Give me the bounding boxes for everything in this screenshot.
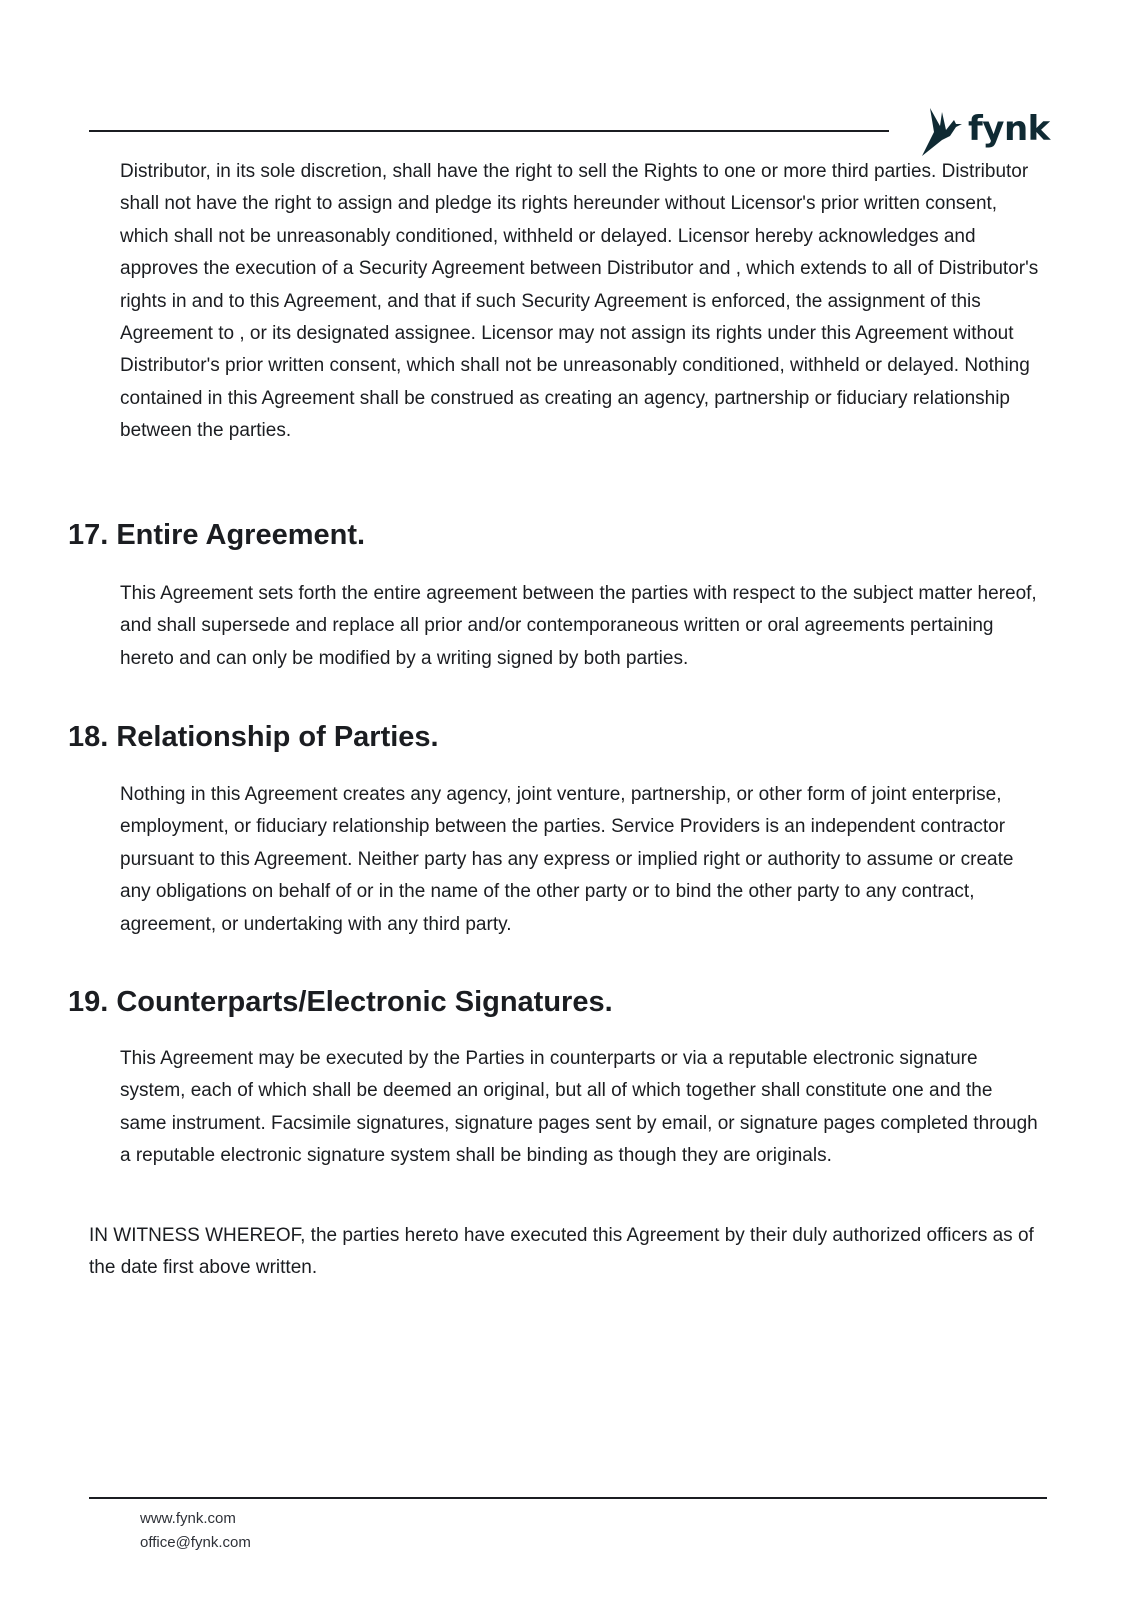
section-body-18: Nothing in this Agreement creates any agency, joint venture, partnership, or other form of joint enterprise, employment, or fiduciary relationship between the parties. Service Providers is an independent contractor pursuant to this Agreement. Neither party has any express or implied right or authority to assume or create any obligations on behalf of or in the name of the other party or to bind the other party to any contract, agreement, or undertaking with any third party.: [120, 784, 1014, 935]
section-number: 19.: [68, 986, 109, 1018]
bird-icon: [920, 106, 964, 160]
header-divider: [89, 130, 889, 132]
section-title: Entire Agreement.: [116, 519, 366, 551]
section-title: Relationship of Parties.: [116, 721, 439, 753]
section-heading-17: [68, 517, 365, 553]
footer-divider: [89, 1497, 1047, 1499]
section-number: 18.: [68, 721, 109, 753]
section-heading-18: [68, 719, 439, 755]
section-body-17: This Agreement sets forth the entire agreement between the parties with respect to the subject matter hereof, and shall supersede and replace all prior and/or contemporaneous written or oral agreements pertaining hereto and can only be modified by a writing signed by both parties.: [120, 583, 1037, 669]
section-title: Counterparts/Electronic Signatures.: [116, 986, 613, 1018]
witness-clause: IN WITNESS WHEREOF, the parties hereto have executed this Agreement by their duly authorized officers as of the date first above written.: [89, 1225, 1034, 1279]
footer-contact: [140, 1507, 251, 1555]
brand-name: fynk: [968, 109, 1050, 149]
continuation-paragraph: Distributor, in its sole discretion, shall have the right to sell the Rights to one or more third parties. Distributor shall not have the right to assign and pledge its rights hereunder without Licensor's prior written consent, which shall not be unreasonably conditioned, withheld or delayed. Licensor hereby acknowledges and approves the execution of a Security Agreement between Distributor and , which extends to all of Distributor's rights in and to this Agreement, and that if such Security Agreement is enforced, the assignment of this Agreement to , or its designated assignee. Licensor may not assign its rights under this Agreement without Distributor's prior written consent, which shall not be unreasonably conditioned, withheld or delayed. Nothing contained in this Agreement shall be construed as creating an agency, partnership or fiduciary relationship between the parties.: [120, 161, 1039, 442]
footer-website-link[interactable]: www.fynk.com: [140, 1510, 236, 1527]
footer-email-link[interactable]: office@fynk.com: [140, 1534, 251, 1551]
section-heading-19: [68, 984, 613, 1020]
section-number: 17.: [68, 519, 109, 551]
section-body-19: This Agreement may be executed by the Parties in counterparts or via a reputable electronic signature system, each of which shall be deemed an original, but all of which together shall constitute one and the same instrument. Facsimile signatures, signature pages sent by email, or signature pages completed through a reputable electronic signature system shall be binding as though they are originals.: [120, 1048, 1038, 1167]
brand-logo: [920, 105, 1050, 161]
